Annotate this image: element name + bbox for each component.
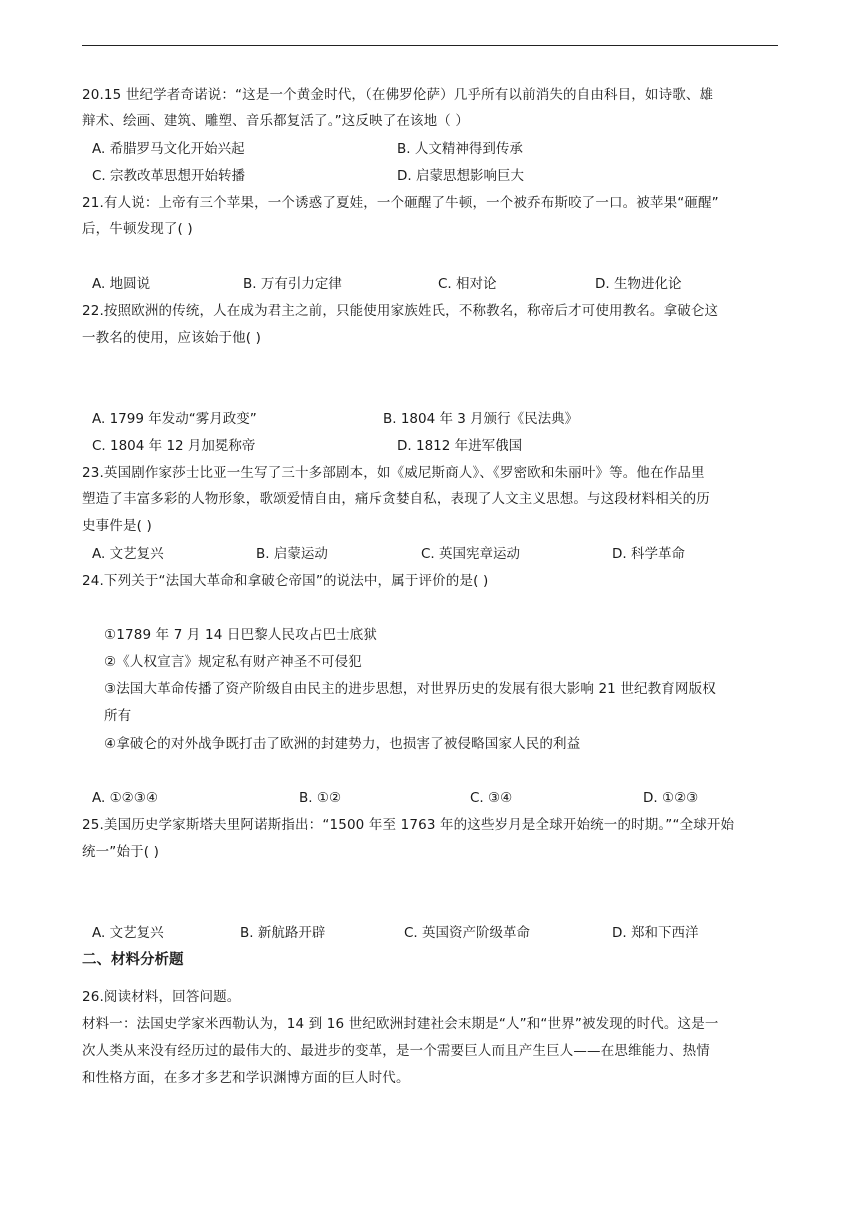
q26-stem-line1: 26.阅读材料，回答问题。 [82,989,241,1005]
q23-stem-line1: 23.英国剧作家莎士比亚一生写了三十多部剧本，如《威尼斯商人》、《罗密欧和朱丽叶》等。他在作品里 [82,465,705,481]
q23-option-d[interactable]: D. 科学革命 [612,546,685,562]
q21-option-d[interactable]: D. 生物进化论 [595,276,682,292]
q24-option-d[interactable]: D. ①②③ [643,790,699,806]
q25-option-a[interactable]: A. 文艺复兴 [92,925,164,941]
q21-option-a[interactable]: A. 地圆说 [92,276,151,292]
q25-stem-line2: 统一”始于( ) [82,844,160,860]
q24-option-c[interactable]: C. ③④ [470,790,513,806]
q26-material-line1: 材料一：法国史学家米西勒认为，14 到 16 世纪欧洲封建社会末期是“人”和“世界”被发现的时代。这是一 [82,1016,719,1032]
q20-option-a[interactable]: A. 希腊罗马文化开始兴起 [92,141,245,157]
q25-option-b[interactable]: B. 新航路开辟 [240,925,326,941]
q25-option-d[interactable]: D. 郑和下西洋 [612,925,699,941]
q23-option-b[interactable]: B. 启蒙运动 [256,546,328,562]
q24-statement-2: ②《人权宣言》规定私有财产神圣不可侵犯 [104,654,362,670]
q20-option-c[interactable]: C. 宗教改革思想开始转播 [92,168,246,184]
q24-option-a[interactable]: A. ①②③④ [92,790,158,806]
q21-option-c[interactable]: C. 相对论 [438,276,497,292]
section-heading: 二、材料分析题 [82,952,184,968]
q21-option-b[interactable]: B. 万有引力定律 [243,276,342,292]
q24-option-b[interactable]: B. ①② [299,790,342,806]
q24-statement-3-cont: 所有 [104,708,132,724]
q20-stem-line1: 20.15 世纪学者奇诺说：“这是一个黄金时代，（在佛罗伦萨）几乎所有以前消失的自由科目，如诗歌、雄 [82,87,714,103]
q25-stem-line1: 25.美国历史学家斯塔夫里阿诺斯指出：“1500 年至 1763 年的这些岁月是全球开始统一的时期。”“全球开始 [82,817,735,833]
q24-statement-4: ④拿破仑的对外战争既打击了欧洲的封建势力，也损害了被侵略国家人民的利益 [104,736,581,752]
q22-option-a[interactable]: A. 1799 年发动“雾月政变” [92,411,257,427]
q20-stem-line2: 辩术、绘画、建筑、雕塑、音乐都复活了。”这反映了在该地（ ） [82,113,470,129]
q22-option-d[interactable]: D. 1812 年进军俄国 [397,438,523,454]
q23-option-a[interactable]: A. 文艺复兴 [92,546,164,562]
q22-option-b[interactable]: B. 1804 年 3 月颁行《民法典》 [383,411,579,427]
q20-option-d[interactable]: D. 启蒙思想影响巨大 [397,168,524,184]
q24-stem-line1: 24.下列关于“法国大革命和拿破仑帝国”的说法中，属于评价的是( ) [82,573,489,589]
q21-stem-line2: 后，牛顿发现了( ) [82,221,193,237]
q20-option-b[interactable]: B. 人文精神得到传承 [397,141,523,157]
q25-option-c[interactable]: C. 英国资产阶级革命 [404,925,531,941]
q22-stem-line2: 一教名的使用，应该始于他( ) [82,330,262,346]
header-rule [82,45,778,46]
q24-statement-1: ①1789 年 7 月 14 日巴黎人民攻占巴士底狱 [104,627,378,643]
q24-statement-3: ③法国大革命传播了资产阶级自由民主的进步思想，对世界历史的发展有很大影响 21 世纪教育网版权 [104,681,716,697]
q23-stem-line2: 塑造了丰富多彩的人物形象，歌颂爱情自由，痛斥贪婪自私，表现了人文主义思想。与这段材料相关的历 [82,491,710,507]
q22-stem-line1: 22.按照欧洲的传统，人在成为君主之前，只能使用家族姓氏，不称教名，称帝后才可使用教名。拿破仑这 [82,303,719,319]
q23-option-c[interactable]: C. 英国宪章运动 [421,546,521,562]
q22-option-c[interactable]: C. 1804 年 12 月加冕称帝 [92,438,256,454]
q26-material-line2: 次人类从来没有经历过的最伟大的、最进步的变革，是一个需要巨人而且产生巨人——在思维能力、热情 [82,1043,710,1059]
q23-stem-line3: 史事件是( ) [82,518,152,534]
q26-material-line3: 和性格方面，在多才多艺和学识渊博方面的巨人时代。 [82,1070,410,1086]
q21-stem-line1: 21.有人说：上帝有三个苹果，一个诱惑了夏娃，一个砸醒了牛顿，一个被乔布斯咬了一口。被苹果“砸醒” [82,195,719,211]
